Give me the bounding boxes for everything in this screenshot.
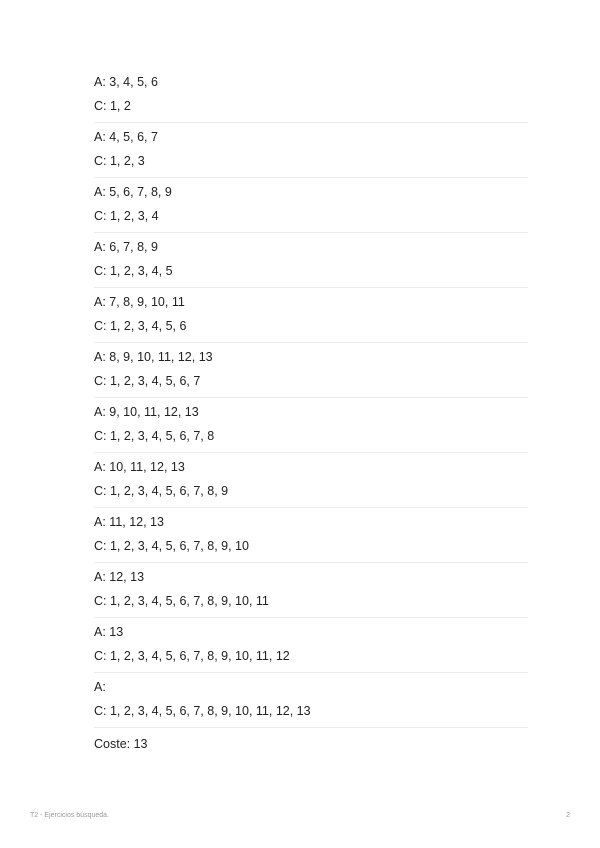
closed-list-line: C: 1, 2, 3 <box>94 154 145 168</box>
open-list-line: A: 7, 8, 9, 10, 11 <box>94 295 185 309</box>
search-step <box>94 398 528 453</box>
open-list-line: A: 5, 6, 7, 8, 9 <box>94 185 172 199</box>
footer-document-title: T2 - Ejercicios búsqueda. <box>30 812 109 819</box>
open-list-line: A: 3, 4, 5, 6 <box>94 75 158 89</box>
search-step <box>94 673 528 728</box>
closed-list-line: C: 1, 2, 3, 4, 5, 6, 7, 8 <box>94 429 215 443</box>
open-list-line: A: 11, 12, 13 <box>94 515 164 529</box>
closed-list-line: C: 1, 2, 3, 4 <box>94 209 159 223</box>
open-list-line: A: 8, 9, 10, 11, 12, 13 <box>94 350 213 364</box>
open-list-line: A: 10, 11, 12, 13 <box>94 460 185 474</box>
closed-list-line: C: 1, 2, 3, 4, 5, 6, 7, 8, 9, 10, 11, 12 <box>94 649 290 663</box>
search-step <box>94 68 528 123</box>
closed-list-line: C: 1, 2, 3, 4, 5, 6, 7, 8, 9 <box>94 484 229 498</box>
open-list-line: A: <box>94 680 106 694</box>
closed-list-line: C: 1, 2, 3, 4, 5, 6 <box>94 319 187 333</box>
search-step <box>94 288 528 343</box>
search-step <box>94 508 528 563</box>
open-list-line: A: 6, 7, 8, 9 <box>94 240 158 254</box>
open-list-line: A: 12, 13 <box>94 570 145 584</box>
open-list-line: A: 9, 10, 11, 12, 13 <box>94 405 199 419</box>
search-step <box>94 618 528 673</box>
search-step <box>94 343 528 398</box>
closed-list-line: C: 1, 2, 3, 4, 5, 6, 7, 8, 9, 10, 11, 12, 13 <box>94 704 311 718</box>
search-step <box>94 563 528 618</box>
search-step <box>94 453 528 508</box>
closed-list-line: C: 1, 2 <box>94 99 131 113</box>
total-cost: Coste: 13 <box>94 737 148 751</box>
closed-list-line: C: 1, 2, 3, 4, 5, 6, 7 <box>94 374 201 388</box>
search-steps-list <box>94 68 528 728</box>
footer-page-number: 2 <box>566 812 570 819</box>
open-list-line: A: 4, 5, 6, 7 <box>94 130 158 144</box>
search-step <box>94 123 528 178</box>
search-step <box>94 178 528 233</box>
closed-list-line: C: 1, 2, 3, 4, 5 <box>94 264 173 278</box>
search-step <box>94 233 528 288</box>
closed-list-line: C: 1, 2, 3, 4, 5, 6, 7, 8, 9, 10, 11 <box>94 594 269 608</box>
closed-list-line: C: 1, 2, 3, 4, 5, 6, 7, 8, 9, 10 <box>94 539 249 553</box>
open-list-line: A: 13 <box>94 625 124 639</box>
